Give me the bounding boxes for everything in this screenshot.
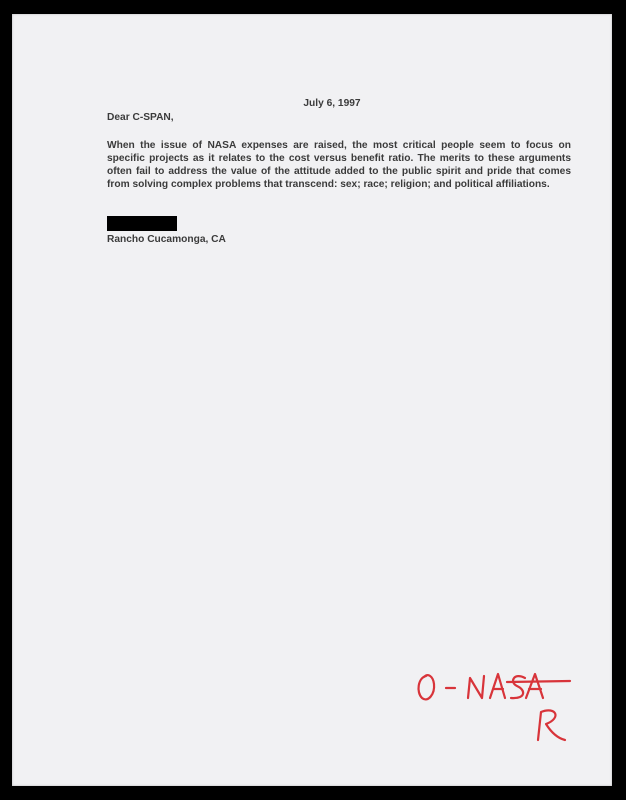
handwritten-letter-a: [490, 674, 505, 698]
sender-location: Rancho Cucamonga, CA: [107, 234, 226, 245]
handwritten-letter-r: [538, 710, 565, 740]
letter-salutation: Dear C-SPAN,: [107, 112, 174, 123]
handwritten-letter-a-final: [526, 674, 543, 698]
handwritten-annotation: [410, 648, 580, 748]
handwritten-letter-o: [419, 675, 435, 699]
letter-page: [12, 14, 612, 786]
handwritten-strike: [507, 681, 570, 682]
handwritten-letter-n: [468, 676, 484, 698]
letter-date: July 6, 1997: [303, 98, 361, 109]
redaction-bar: [107, 216, 177, 231]
handwritten-letter-s: [511, 676, 525, 698]
letter-body: When the issue of NASA expenses are raised, the most critical people seem to focus on specific projects as it relates to the cost versus benefit ratio. The merits to these arguments often fail to address the value of the attitude added to the public spirit and pride that comes from solving complex problems that transcend: sex; race; religion; and political affiliations.: [107, 140, 571, 190]
